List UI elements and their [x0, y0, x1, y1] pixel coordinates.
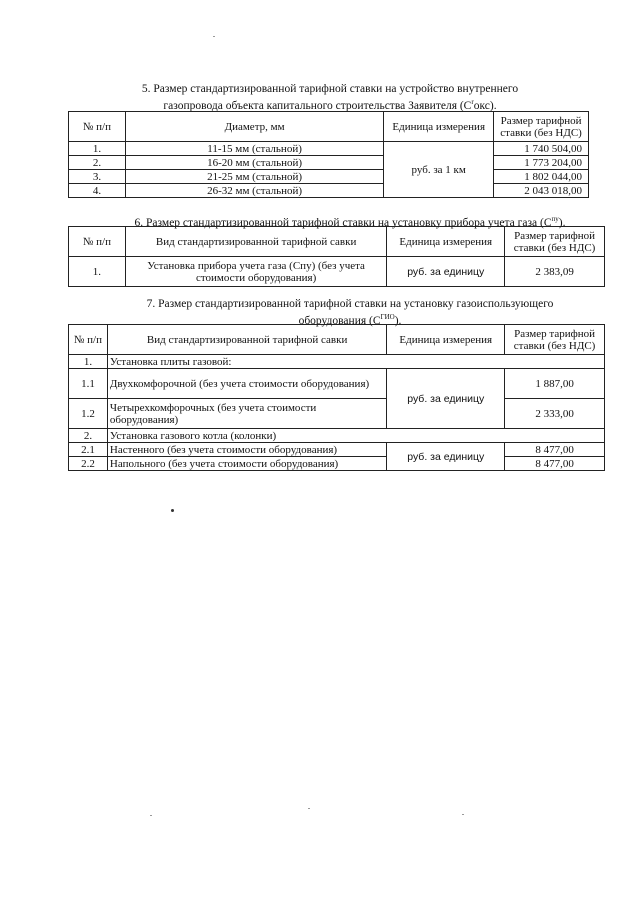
table-row — [69, 369, 605, 399]
table-row — [69, 156, 589, 170]
row-rate: 1 887,00 — [505, 369, 605, 399]
row-num: 4. — [69, 184, 126, 198]
section-6-heading-sup: пу — [551, 215, 559, 223]
table-row — [69, 142, 589, 156]
row-rate: 1 773 204,00 — [494, 156, 589, 170]
group-title: Установка плиты газовой: — [107, 355, 604, 369]
row-rate: 1 740 504,00 — [494, 142, 589, 156]
table-row — [69, 184, 589, 198]
section-7-heading-line1: 7. Размер стандартизированной тарифной ставки на установку газоиспользующего — [146, 298, 554, 310]
section-5-heading-line1: 5. Размер стандартизированной тарифной ставки на устройство внутреннего — [141, 83, 519, 95]
row-unit: руб. за единицу — [387, 369, 505, 429]
col-header-unit: Единица измерения — [387, 325, 505, 355]
section-7-heading-tail: ). — [394, 314, 402, 327]
group-num: 2. — [69, 429, 108, 443]
scan-speck — [462, 814, 464, 815]
row-diameter: 16-20 мм (стальной) — [125, 156, 383, 170]
row-rate: 2 333,00 — [505, 399, 605, 429]
row-num: 1.1 — [69, 369, 108, 399]
row-kind: Двухкомфорочной (без учета стоимости оборудования) — [107, 369, 386, 399]
col-header-rate: Размер тарифной ставки (без НДС) — [505, 325, 605, 355]
section-5-heading-text: газопровода объекта капитального строительства Заявителя (C — [163, 99, 472, 112]
section-6-table — [68, 226, 605, 287]
row-unit: руб. за единицу — [387, 257, 505, 287]
row-diameter: 21-25 мм (стальной) — [125, 170, 383, 184]
row-num: 3. — [69, 170, 126, 184]
section-5-heading-sup: r — [471, 98, 474, 106]
col-header-rate: Размер тарифной ставки (без НДС) — [494, 112, 589, 142]
row-kind: Установка прибора учета газа (Спу) (без учета стоимости оборудования) — [125, 257, 386, 287]
col-header-num: № п/п — [69, 112, 126, 142]
row-unit: руб. за единицу — [387, 443, 505, 471]
section-7-table — [68, 324, 605, 471]
table-header-row — [69, 227, 605, 257]
row-kind: Четырехкомфорочных (без учета стоимости оборудования) — [107, 399, 386, 429]
section-7-heading-text: оборудования (C — [298, 314, 381, 327]
section-7-heading-sup: ГИО — [380, 313, 395, 321]
table-header-row — [69, 325, 605, 355]
row-rate: 1 802 044,00 — [494, 170, 589, 184]
table-row — [69, 257, 605, 287]
table-group-row — [69, 429, 605, 443]
col-header-kind: Вид стандартизированной тарифной савки — [107, 325, 386, 355]
col-header-diameter: Диаметр, мм — [125, 112, 383, 142]
col-header-unit: Единица измерения — [384, 112, 494, 142]
table-row — [69, 443, 605, 457]
row-kind: Напольного (без учета стоимости оборудования) — [107, 457, 386, 471]
row-rate: 2 383,09 — [505, 257, 605, 287]
section-6-heading-text: 6. Размер стандартизированной тарифной ставки на установку прибора учета газа (C — [134, 216, 552, 229]
table-row — [69, 399, 605, 429]
row-rate: 8 477,00 — [505, 457, 605, 471]
table-header-row — [69, 112, 589, 142]
section-5-table — [68, 111, 589, 198]
col-header-unit: Единица измерения — [387, 227, 505, 257]
col-header-rate: Размер тарифной ставки (без НДС) — [505, 227, 605, 257]
row-num: 2. — [69, 156, 126, 170]
row-kind: Настенного (без учета стоимости оборудования) — [107, 443, 386, 457]
section-6-heading-tail: ). — [558, 216, 566, 229]
row-num: 1. — [69, 142, 126, 156]
section-5-heading — [70, 83, 590, 113]
scan-speck — [150, 815, 152, 816]
group-title: Установка газового котла (колонки) — [107, 429, 604, 443]
section-5-heading-tail: окс). — [473, 99, 497, 112]
table-row — [69, 457, 605, 471]
group-num: 1. — [69, 355, 108, 369]
row-num: 2.1 — [69, 443, 108, 457]
table-group-row — [69, 355, 605, 369]
scan-speck — [308, 808, 310, 809]
row-num: 1. — [69, 257, 126, 287]
col-header-kind: Вид стандартизированной тарифной савки — [125, 227, 386, 257]
row-diameter: 11-15 мм (стальной) — [125, 142, 383, 156]
row-diameter: 26-32 мм (стальной) — [125, 184, 383, 198]
scan-speck — [213, 36, 215, 37]
row-rate: 2 043 018,00 — [494, 184, 589, 198]
col-header-num: № п/п — [69, 325, 108, 355]
row-num: 2.2 — [69, 457, 108, 471]
col-header-num: № п/п — [69, 227, 126, 257]
scan-dot — [171, 509, 174, 512]
row-unit: руб. за 1 км — [384, 142, 494, 198]
row-num: 1.2 — [69, 399, 108, 429]
table-row — [69, 170, 589, 184]
row-rate: 8 477,00 — [505, 443, 605, 457]
